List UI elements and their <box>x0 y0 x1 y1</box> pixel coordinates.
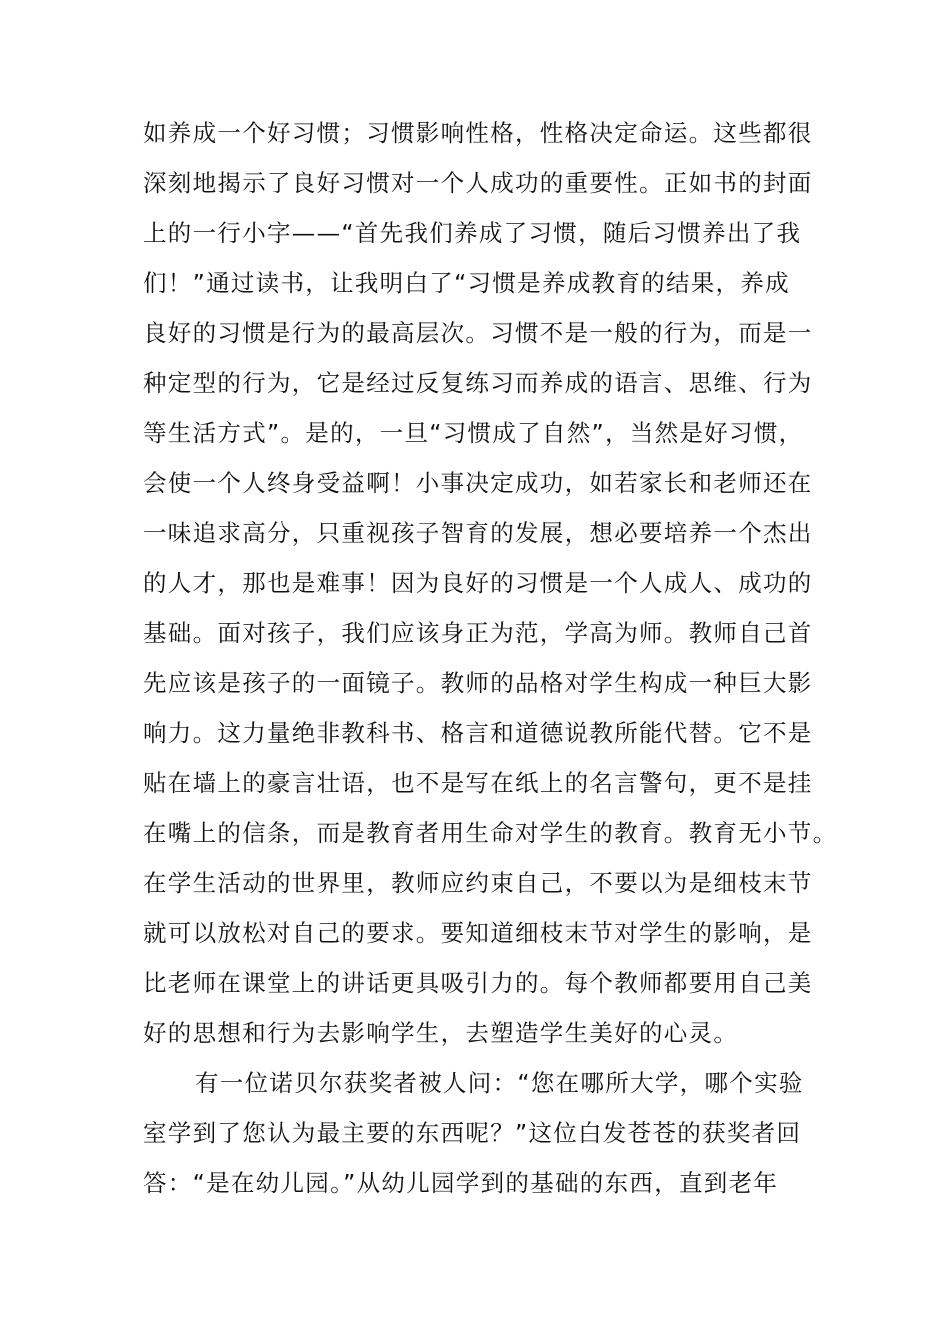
text-line: 在学生活动的世界里，教师应约束自己，不要以为是细枝末节 <box>143 869 813 897</box>
text-line: 们！”通过读书，让我明白了“习惯是养成教育的结果，养成 <box>143 269 790 297</box>
text-line: 深刻地揭示了良好习惯对一个人成功的重要性。正如书的封面 <box>143 169 813 197</box>
text-line: 良好的习惯是行为的最高层次。习惯不是一般的行为，而是一 <box>143 319 813 347</box>
text-line: 答：“是在幼儿园。”从幼儿园学到的基础的东西，直到老年 <box>143 1169 779 1197</box>
text-line: 贴在墙上的豪言壮语，也不是写在纸上的名言警句，更不是挂 <box>143 769 813 797</box>
text-line: 的人才，那也是难事！因为良好的习惯是一个人成人、成功的 <box>143 569 813 597</box>
text-line: 响力。这力量绝非教科书、格言和道德说教所能代替。它不是 <box>143 719 813 747</box>
body-text <box>143 108 838 1208</box>
text-line: 等生活方式”。是的，一旦“习惯成了自然”，当然是好习惯， <box>143 419 804 447</box>
text-line: 就可以放松对自己的要求。要知道细枝末节对学生的影响，是 <box>143 919 813 947</box>
text-line: 一味追求高分，只重视孩子智育的发展，想必要培养一个杰出 <box>143 519 813 547</box>
text-line: 如养成一个好习惯；习惯影响性格，性格决定命运。这些都很 <box>143 119 813 147</box>
text-line: 好的思想和行为去影响学生，去塑造学生美好的心灵。 <box>143 1019 739 1047</box>
text-line: 室学到了您认为最主要的东西呢？”这位白发苍苍的获奖者回 <box>143 1119 802 1147</box>
text-line: 种定型的行为，它是经过反复练习而养成的语言、思维、行为 <box>143 369 813 397</box>
paragraph-start-line: 有一位诺贝尔获奖者被人问：“您在哪所大学，哪个实验 <box>195 1069 804 1097</box>
text-line: 会使一个人终身受益啊！小事决定成功，如若家长和老师还在 <box>143 469 813 497</box>
text-line: 比老师在课堂上的讲话更具吸引力的。每个教师都要用自己美 <box>143 969 813 997</box>
text-line: 上的一行小字——“首先我们养成了习惯，随后习惯养出了我 <box>143 219 802 247</box>
text-line: 在嘴上的信条，而是教育者用生命对学生的教育。教育无小节。 <box>143 819 838 847</box>
text-line: 先应该是孩子的一面镜子。教师的品格对学生构成一种巨大影 <box>143 669 813 697</box>
text-line: 基础。面对孩子，我们应该身正为范，学高为师。教师自己首 <box>143 619 813 647</box>
